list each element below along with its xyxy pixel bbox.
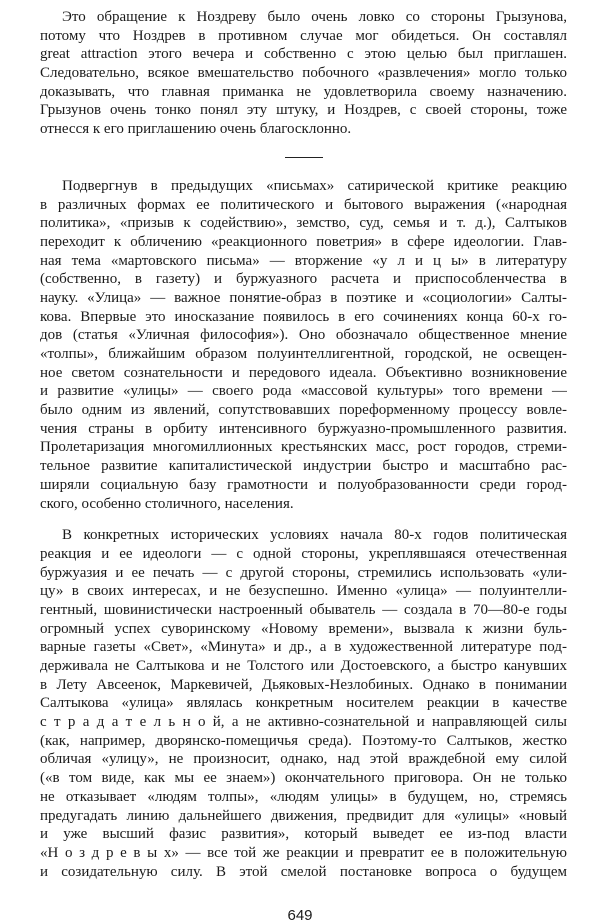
text-line: потому что Ноздрев в противном случае мог обидеться. Он составлял: [40, 27, 567, 44]
paragraph-commentary-1: [40, 177, 567, 513]
text-line: не отказывает «людям толпы», «людям улицы» в будущем, но, стремясь: [40, 788, 567, 805]
text-line: переходит к обличению «реакционного поветрия» в сфере идеологии. Глав-: [40, 233, 567, 250]
text-line: в Лету Авсеенок, Маркевичей, Дьяковых-Незлобиных. Однако в понимании: [40, 676, 567, 693]
text-line: обличая «улицу», не произносит, однако, над этой враждебной ему силой: [40, 751, 567, 768]
text-line: и уже высший фазис развития», который выведет ее из-под власти: [40, 826, 567, 843]
text-line: реакция и ее идеологи — с одной стороны, укреплявшаяся отечественная: [40, 545, 567, 562]
text-line: «Н о з д р е в ы х» — все той же реакции и превратит ее в положительную: [40, 844, 567, 861]
page-number: 649: [287, 907, 313, 924]
text-line: Салтыкова «улица» являлась конкретным носителем реакции в качестве: [40, 695, 567, 712]
text-line: ского, особенно столичного, населения.: [40, 495, 294, 512]
text-line: дов (статья «Уличная философия»). Оно обозначало общественное мнение: [40, 327, 567, 344]
text-line: ное светом сознательности и передового идеала. Объективно возникновение: [40, 364, 567, 381]
text-line: отнесся к его приглашению очень благосклонно.: [40, 121, 352, 138]
section-divider: [285, 157, 323, 158]
text-line: гентный, шовинистически настроенный обыватель — создала в 70—80-е годы: [40, 601, 567, 618]
text-line: («в том виде, как мы ее знаем») окончательного приговора. Он не только: [40, 770, 567, 787]
text-line: с т р а д а т е л ь н о й, а не активно-сознательной и направляющей силы: [40, 714, 567, 731]
text-line: тельное развитие капиталистической индустрии быстро и масштабно рас-: [40, 458, 567, 475]
text-line: Это обращение к Ноздреву было очень ловко со стороны Грызунова,: [62, 9, 567, 25]
text-line: было одним из явлений, сопутствовавших пореформенному процессу вовле-: [40, 402, 567, 419]
text-line: политика», «призыв к содействию», земство, суд, семья и т. д.), Салтыков: [40, 215, 567, 232]
text-line: Пролетаризация многомиллионных крестьянских масс, рост городов, стреми-: [40, 439, 567, 456]
text-line: в различных формах ее политического и бытового выражения («народная: [40, 196, 567, 213]
paragraph-commentary-2: [40, 526, 567, 881]
text-line: great attraction этого вечера и собственно с этою целью был приглашен.: [40, 46, 567, 63]
text-line: кова. Впервые это иносказание появилось в его сочинениях конца 60-х го-: [40, 308, 567, 325]
text-line: «толпы», ближайшим образом полуинтеллигентной, городской, не освещен-: [40, 346, 567, 362]
document-page: [40, 8, 567, 881]
text-line: и созидательную силу. В этой смелой постановке вопроса о будущем: [40, 863, 567, 880]
text-line: предугадать линию дальнейшего движения, предвидит для «улицы» «новый: [40, 807, 567, 824]
text-line: варные газеты «Свет», «Минута» и др., а в художественной литературе под-: [40, 639, 567, 656]
text-line: буржуазия и ее печать — с другой стороны, стремились использовать «ули-: [40, 564, 567, 581]
text-line: Подвергнув в предыдущих «письмах» сатирической критике реакцию: [62, 177, 567, 194]
text-line: и развитие «улицы» — своего рода «массовой культуры» того времени —: [40, 383, 567, 400]
text-line: Следовательно, всякое вмешательство побочного «развлечения» могло только: [40, 65, 567, 82]
text-line: чения страны в орбиту интенсивного буржуазно-промышленного развития.: [40, 420, 567, 437]
text-line: держивала не Салтыкова и не Толстого или Достоевского, а быстро канувших: [40, 658, 567, 674]
text-line: науку. «Улица» — важное понятие-образ в поэтике и «социологии» Салты-: [40, 289, 567, 306]
text-line: огромный успех суворинскому «Новому времени», вызвала к жизни буль-: [40, 620, 567, 637]
text-line: доказывать, что главная приманка не удовлетворила своему назначению.: [40, 83, 567, 100]
text-line: (собственно, в газету) и буржуазного расчета и приспособленчества в: [40, 271, 567, 288]
text-line: ширяли социальную базу грамотности и полуобразованности среди город-: [40, 476, 567, 493]
text-line: (как, например, дворянско-помещичья среда). Поэтому-то Салтыков, жестко: [40, 732, 567, 749]
text-line: В конкретных исторических условиях начала 80-х годов политическая: [62, 527, 567, 544]
paragraph-quote: [40, 8, 567, 139]
text-line: Грызунов очень тонко понял эту штуку, и Ноздрев, с своей стороны, тоже: [40, 102, 567, 119]
text-line: цу» в своих интересах, и не безуспешно. Именно «улица» — полуинтелли-: [40, 583, 567, 600]
text-line: ная тема «мартовского письма» — вторжение «у л и ц ы» в литературу: [40, 252, 567, 269]
